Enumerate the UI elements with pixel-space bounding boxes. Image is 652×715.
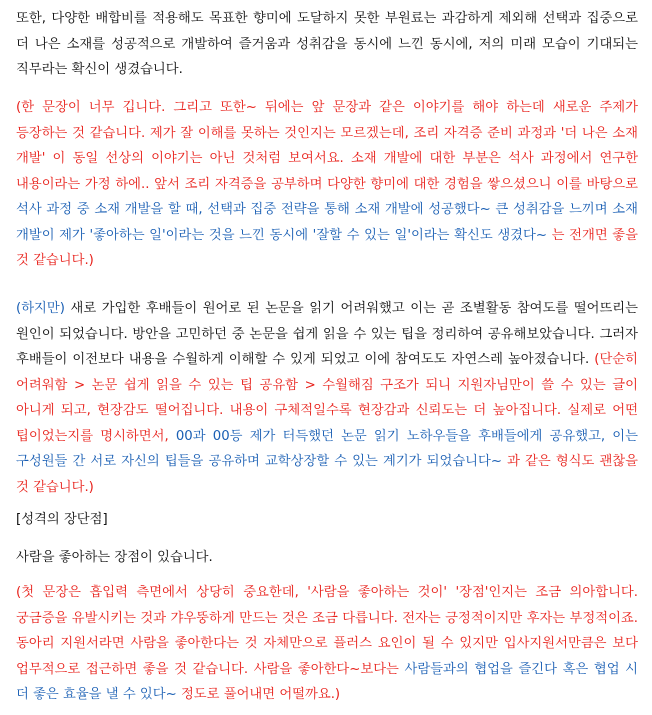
body-paragraph-strength <box>16 545 638 571</box>
review-comment-paragraph-strength <box>16 580 638 708</box>
suggestion-text-blue: 석사 과정 중 소재 개발을 할 때, 선택과 집중 전략을 통해 소재 개발에 성공했다~ 큰 성취감을 느끼며 소재 개발이 제가 '좋아하는 일'이라는 것을 느낀 동시에 '잘할 수 있는 일'이라는 확신도 생겼다~ <box>16 202 638 243</box>
suggestion-text-blue: 00과 00등 제가 터득했던 논문 읽기 노하우들을 후배들에게 공유했고, 이는 구성원들 간 서로 자신의 팁들을 공유하며 교학상장할 수 있는 계기가 되었습니다~ <box>16 428 638 469</box>
section-heading-text: [성격의 장단점] <box>16 512 108 527</box>
paragraph-text: 사람을 좋아하는 장점이 있습니다. <box>16 550 213 565</box>
body-paragraph-club <box>16 296 638 500</box>
comment-text-red-end: 과 같은 형식도 괜찮을 것 같습니다.) <box>16 454 638 495</box>
comment-text-red: (첫 문장은 흡입력 측면에서 상당히 중요한데, '사람을 좋아하는 것이' '장점'인지는 조금 의아합니다. 궁금증을 유발시키는 것과 갸우뚱하게 만드는 것은 조금 다릅니다. 전자는 긍정적이지만 후자는 부정적이죠. 동아리 지원서라면 사람을 좋아한다는 것 자체만으로 플러스 요인이 될 수 있지만 입사지원서만큼은 보다 업무적으로 접근하면 좋을 것 같습니다. 사람을 좋아한다~보다는 <box>16 585 638 677</box>
comment-text-red-end: 정도로 풀어내면 어떨까요.) <box>176 687 341 702</box>
section-heading <box>16 507 638 533</box>
connector-suggestion: (하지만) <box>16 301 65 316</box>
comment-text-red-end: 는 전개면 좋을 것 같습니다.) <box>16 227 638 268</box>
paragraph-text: 또한, 다양한 배합비를 적용해도 목표한 향미에 도달하지 못한 부원료는 과감하게 제외해 선택과 집중으로 더 나은 소재를 성공적으로 개발하여 즐거움과 성취감을 동시에 느낀 동시에, 저의 미래 모습이 기대되는 직무라는 확신이 생겼습니다. <box>16 11 638 77</box>
review-comment-paragraph <box>16 95 638 274</box>
comment-text-red: (한 문장이 너무 깁니다. 그리고 또한~ 뒤에는 앞 문장과 같은 이야기를 해야 하는데 새로운 주제가 등장하는 것 같습니다. 제가 잘 이해를 못하는 것인지는 모르겠는데, 조리 자격증 준비 과정과 '더 나은 소재 개발' 이 동일 선상의 이야기는 아닌 것처럼 보여서요. 소재 개발에 대한 부분은 석사 과정에서 연구한 내용이라는 가정 하에.. 앞서 조리 자격증을 공부하며 다양한 향미에 대한 경험을 쌓으셨으니 이를 바탕으로 <box>16 100 638 192</box>
comment-text-red: (단순히 어려워함 > 논문 쉽게 읽을 수 있는 팁 공유함 > 수월해짐 구조가 되니 지원자님만이 쓸 수 있는 글이 아니게 되고, 현장감도 떨어집니다. 내용이 구체적일수록 현장감과 신뢰도는 더 높아집니다. 실제로 어떤 팁이었는지를 명시하면서, <box>16 352 638 444</box>
suggestion-text-blue: 사람들과의 협업을 즐긴다 혹은 협업 시 더 좋은 효율을 낼 수 있다~ <box>16 661 638 702</box>
paragraph-text: 새로 가입한 후배들이 원어로 된 논문을 읽기 어려워했고 이는 곧 조별활동 참여도를 떨어뜨리는 원인이 되었습니다. 방안을 고민하던 중 논문을 쉽게 읽을 수 있는 팁을 정리하여 공유해보았습니다. 그러자 후배들이 이전보다 내용을 수월하게 이해할 수 있게 되었고 이에 참여도도 자연스레 높아졌습니다. <box>16 301 638 367</box>
body-paragraph-achievement <box>16 6 638 83</box>
